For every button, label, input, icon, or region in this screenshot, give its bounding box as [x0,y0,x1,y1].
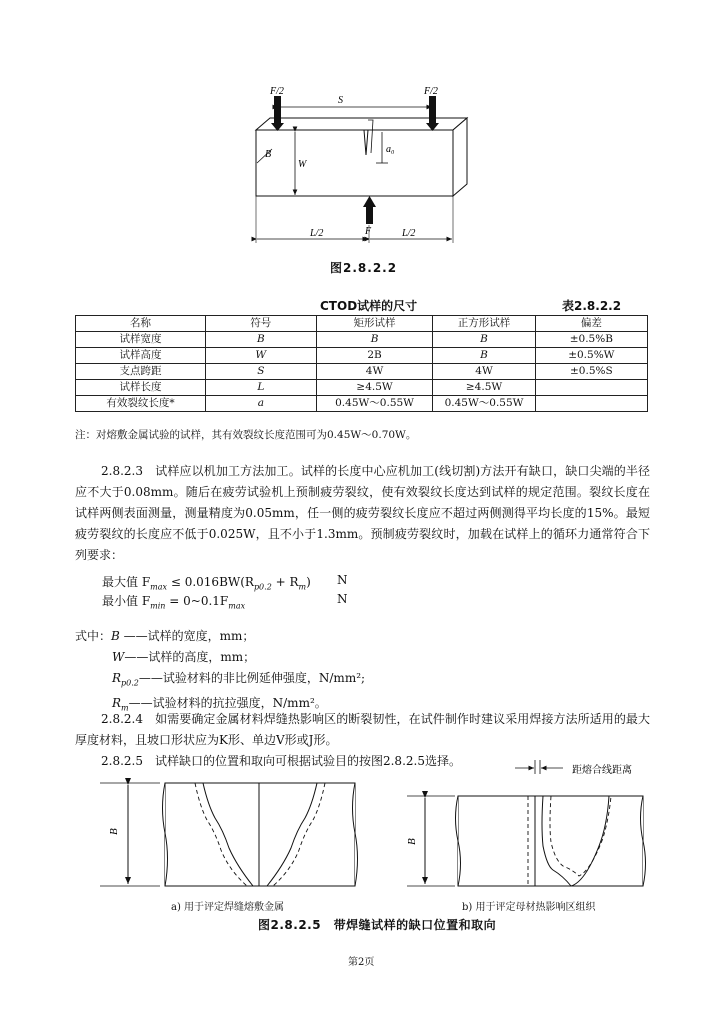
table-cell: a [205,396,316,412]
table-header: 名称 [76,316,206,332]
table-note: 注：对熔敷金属试验的试样，其有效裂纹长度范围可为0.45W～0.70W。 [75,429,417,441]
def-rm-text: ——试验材料的抗拉强度，N/mm²。 [128,696,327,711]
table-cell: ±0.5%S [535,364,647,380]
formula-max-end: ) [306,575,311,589]
table-number: 表2.8.2.2 [562,299,622,313]
def-w-text: ——试样的高度，mm； [124,650,256,664]
table-row [76,332,648,348]
table-cell: 0.45W～0.55W [316,396,433,412]
def-rp-sym: R [112,671,122,685]
table-row [76,348,648,364]
formula-max-sub2: p0.2 [253,582,272,592]
def-w [75,647,365,668]
def-rm-sym: R [112,696,122,711]
formula-min-prefix: 最小值 F [102,594,151,608]
figure-caption-2825: 图2.8.2.5 带焊缝试样的缺口位置和取向 [258,918,497,932]
table-header-row [76,316,648,332]
paragraph-2823: 2.8.2.3 试样应以机加工方法加工。试样的长度中心应机加工(线切割)方法开有缺口，缺口尖端的半径应不大于0.08mm。随后在疲劳试验机上预制疲劳裂纹，使有效裂纹长度达到试样的规定范围。裂纹长度在试样两侧表面测量，测量精度为0.05mm，任一侧的疲劳裂纹长度应不超过两侧测得平均长度的15%。最短疲劳裂纹的长度应不低于0.025W，且不小于1.3mm。预制疲劳裂纹时，加载在试样上的循环力通常符合下列要求： [75,464,650,562]
table-cell: ±0.5%B [535,332,647,348]
table-cell: L [205,380,316,396]
formula-max-sub: max [150,582,168,592]
formula-min [102,592,245,610]
def-b-text: ——试样的宽度，mm； [123,629,255,643]
table-cell: 试样长度 [76,380,206,396]
label-s: S [338,95,343,106]
label-f2-right: F/2 [424,86,438,97]
dist-fusion-label: 距熔合线距离 [572,765,632,776]
paragraph-2825: 2.8.2.5 试样缺口的位置和取向可根据试验目的按图2.8.2.5选择。 [101,754,461,768]
label-b: B [265,149,272,160]
table-cell: B [433,348,535,364]
formula-max-unit: N [337,573,348,587]
formula-min-unit: N [337,592,348,606]
formula-max [102,573,311,591]
table-cell: 试样高度 [76,348,206,364]
def-rp-sub: p0.2 [121,678,139,688]
table-row [76,380,648,396]
table-cell: S [205,364,316,380]
label-l2-left: L/2 [310,228,324,239]
ctod-dimension-table [75,315,648,412]
table-cell [535,380,647,396]
table-cell: 4W [316,364,433,380]
def-rp [75,668,365,693]
table-header: 符号 [205,316,316,332]
formula-min-sub2: max [228,601,246,611]
table-cell: 有效裂纹长度* [76,396,206,412]
table-cell: 2B [316,348,433,364]
label-b-b: B [406,838,418,845]
formula-max-sub3: m [298,582,307,592]
def-rm-sub: m [121,703,129,713]
formula-max-body: ≤ 0.016BW(R [167,575,254,589]
formula-max-mid: + R [271,575,299,589]
table-title: CTOD试样的尺寸 [320,299,418,313]
label-f: F [365,226,372,237]
table-cell: B [316,332,433,348]
def-intro: 式中： [75,629,112,643]
weld-notch-diagram [95,760,655,910]
def-w-sym: W [112,650,125,664]
label-f2-left: F/2 [270,86,284,97]
table-header: 偏差 [535,316,647,332]
table-cell: B [433,332,535,348]
table-cell: ±0.5%W [535,348,647,364]
def-b-sym: B [111,629,120,643]
table-cell: ≥4.5W [316,380,433,396]
subcaption-a: a) 用于评定焊缝熔敷金属 [171,902,285,913]
figure-caption-2822: 图2.8.2.2 [330,261,398,275]
label-w: W [298,159,307,170]
paragraph-2823-block [75,461,650,566]
table-cell: 4W [433,364,535,380]
formula-min-sub: min [150,601,166,611]
def-b [75,626,365,647]
table-cell: W [205,348,316,364]
table-cell: 0.45W～0.55W [433,396,535,412]
label-b-a: B [108,828,120,835]
table-cell: 试样宽度 [76,332,206,348]
table-cell: 支点跨距 [76,364,206,380]
formula-max-prefix: 最大值 F [102,575,151,589]
label-l2-right: L/2 [402,228,416,239]
table-cell: ≥4.5W [433,380,535,396]
table-header: 正方形试样 [433,316,535,332]
label-a0: a₀ [386,144,395,155]
page-number: 第2页 [348,957,375,968]
table-cell: B [205,332,316,348]
ctod-specimen-diagram [240,85,480,255]
definitions-block [75,626,365,719]
def-rp-text: ——试验材料的非比例延伸强度，N/mm²; [138,671,366,685]
table-row [76,396,648,412]
table-row [76,364,648,380]
table-cell [535,396,647,412]
subcaption-b: b) 用于评定母材热影响区组织 [462,902,596,913]
table-header: 矩形试样 [316,316,433,332]
paragraph-2824: 2.8.2.4 如需要确定金属材料焊缝热影响区的断裂韧性，在试件制作时建议采用焊接方法所适用的最大厚度材料，且坡口形状应为K形、单边V形或J形。 [75,712,650,747]
formula-min-body: = 0~0.1F [165,594,229,608]
